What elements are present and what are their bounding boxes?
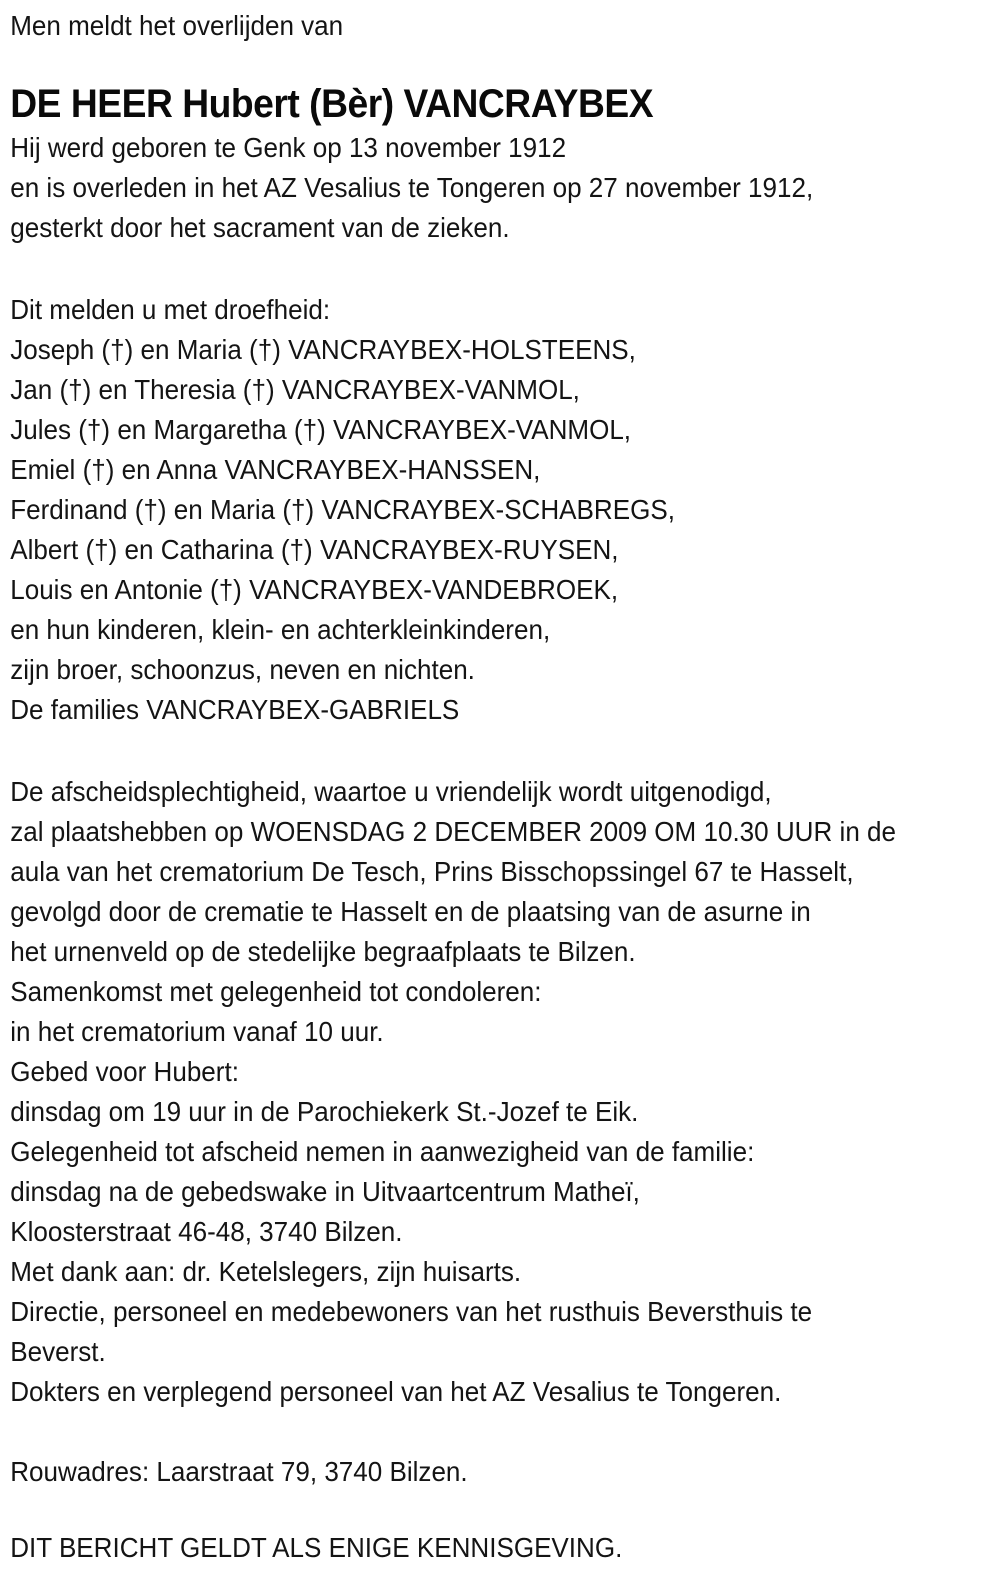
ceremony-line: dinsdag na de gebedswake in Uitvaartcentrum Matheï, [10, 1176, 640, 1207]
ceremony-line: zal plaatshebben op WOENSDAG 2 DECEMBER 2009 OM 10.30 UUR in de [10, 816, 896, 847]
ceremony-line: in het crematorium vanaf 10 uur. [10, 1016, 384, 1047]
ceremony-line: dinsdag om 19 uur in de Parochiekerk St.-Jozef te Eik. [10, 1096, 639, 1127]
family-line: Emiel (†) en Anna VANCRAYBEX-HANSSEN, [10, 454, 541, 485]
family-header: Dit melden u met droefheid: [10, 294, 331, 325]
ceremony-line: Gelegenheid tot afscheid nemen in aanwezigheid van de familie: [10, 1136, 755, 1167]
family-line: Albert (†) en Catharina (†) VANCRAYBEX-RUYSEN, [10, 534, 619, 565]
birth-line: Hij werd geboren te Genk op 13 november 1912 [10, 132, 567, 163]
ceremony-line: Gebed voor Hubert: [10, 1056, 239, 1087]
ceremony-line: Met dank aan: dr. Ketelslegers, zijn huisarts. [10, 1256, 522, 1287]
family-line: zijn broer, schoonzus, neven en nichten. [10, 654, 475, 685]
ceremony-line: De afscheidsplechtigheid, waartoe u vriendelijk wordt uitgenodigd, [10, 776, 772, 807]
family-line: en hun kinderen, klein- en achterkleinkinderen, [10, 614, 551, 645]
ceremony-block [10, 772, 1000, 1412]
ceremony-line: Kloosterstraat 46-48, 3740 Bilzen. [10, 1216, 403, 1247]
death-line: en is overleden in het AZ Vesalius te Tongeren op 27 november 1912, [10, 172, 814, 203]
ceremony-line: Beverst. [10, 1336, 106, 1367]
family-line: Louis en Antonie (†) VANCRAYBEX-VANDEBROEK, [10, 574, 619, 605]
deceased-name-title: DE HEER Hubert (Bèr) VANCRAYBEX [10, 82, 654, 126]
family-block [10, 290, 1000, 730]
ceremony-line: gevolgd door de crematie te Hasselt en de plaatsing van de asurne in [10, 896, 811, 927]
ceremony-line: het urnenveld op de stedelijke begraafplaats te Bilzen. [10, 936, 636, 967]
family-line: De families VANCRAYBEX-GABRIELS [10, 694, 460, 725]
family-line: Jan (†) en Theresia (†) VANCRAYBEX-VANMOL, [10, 374, 580, 405]
family-line: Ferdinand (†) en Maria (†) VANCRAYBEX-SCHABREGS, [10, 494, 675, 525]
intro-line: Men meldt het overlijden van [10, 10, 344, 41]
birth-death-block [10, 128, 1000, 248]
closing-notice-line: DIT BERICHT GELDT ALS ENIGE KENNISGEVING. [10, 1532, 623, 1563]
ceremony-line: Directie, personeel en medebewoners van het rusthuis Beversthuis te [10, 1296, 813, 1327]
mourning-address-line: Rouwadres: Laarstraat 79, 3740 Bilzen. [10, 1456, 468, 1487]
ceremony-line: Dokters en verplegend personeel van het AZ Vesalius te Tongeren. [10, 1376, 782, 1407]
ceremony-line: Samenkomst met gelegenheid tot condoleren: [10, 976, 542, 1007]
family-line: Jules (†) en Margaretha (†) VANCRAYBEX-VANMOL, [10, 414, 632, 445]
sacrament-line: gesterkt door het sacrament van de zieken. [10, 212, 510, 243]
ceremony-line: aula van het crematorium De Tesch, Prins Bisschopssingel 67 te Hasselt, [10, 856, 854, 887]
family-line: Joseph (†) en Maria (†) VANCRAYBEX-HOLSTEENS, [10, 334, 636, 365]
